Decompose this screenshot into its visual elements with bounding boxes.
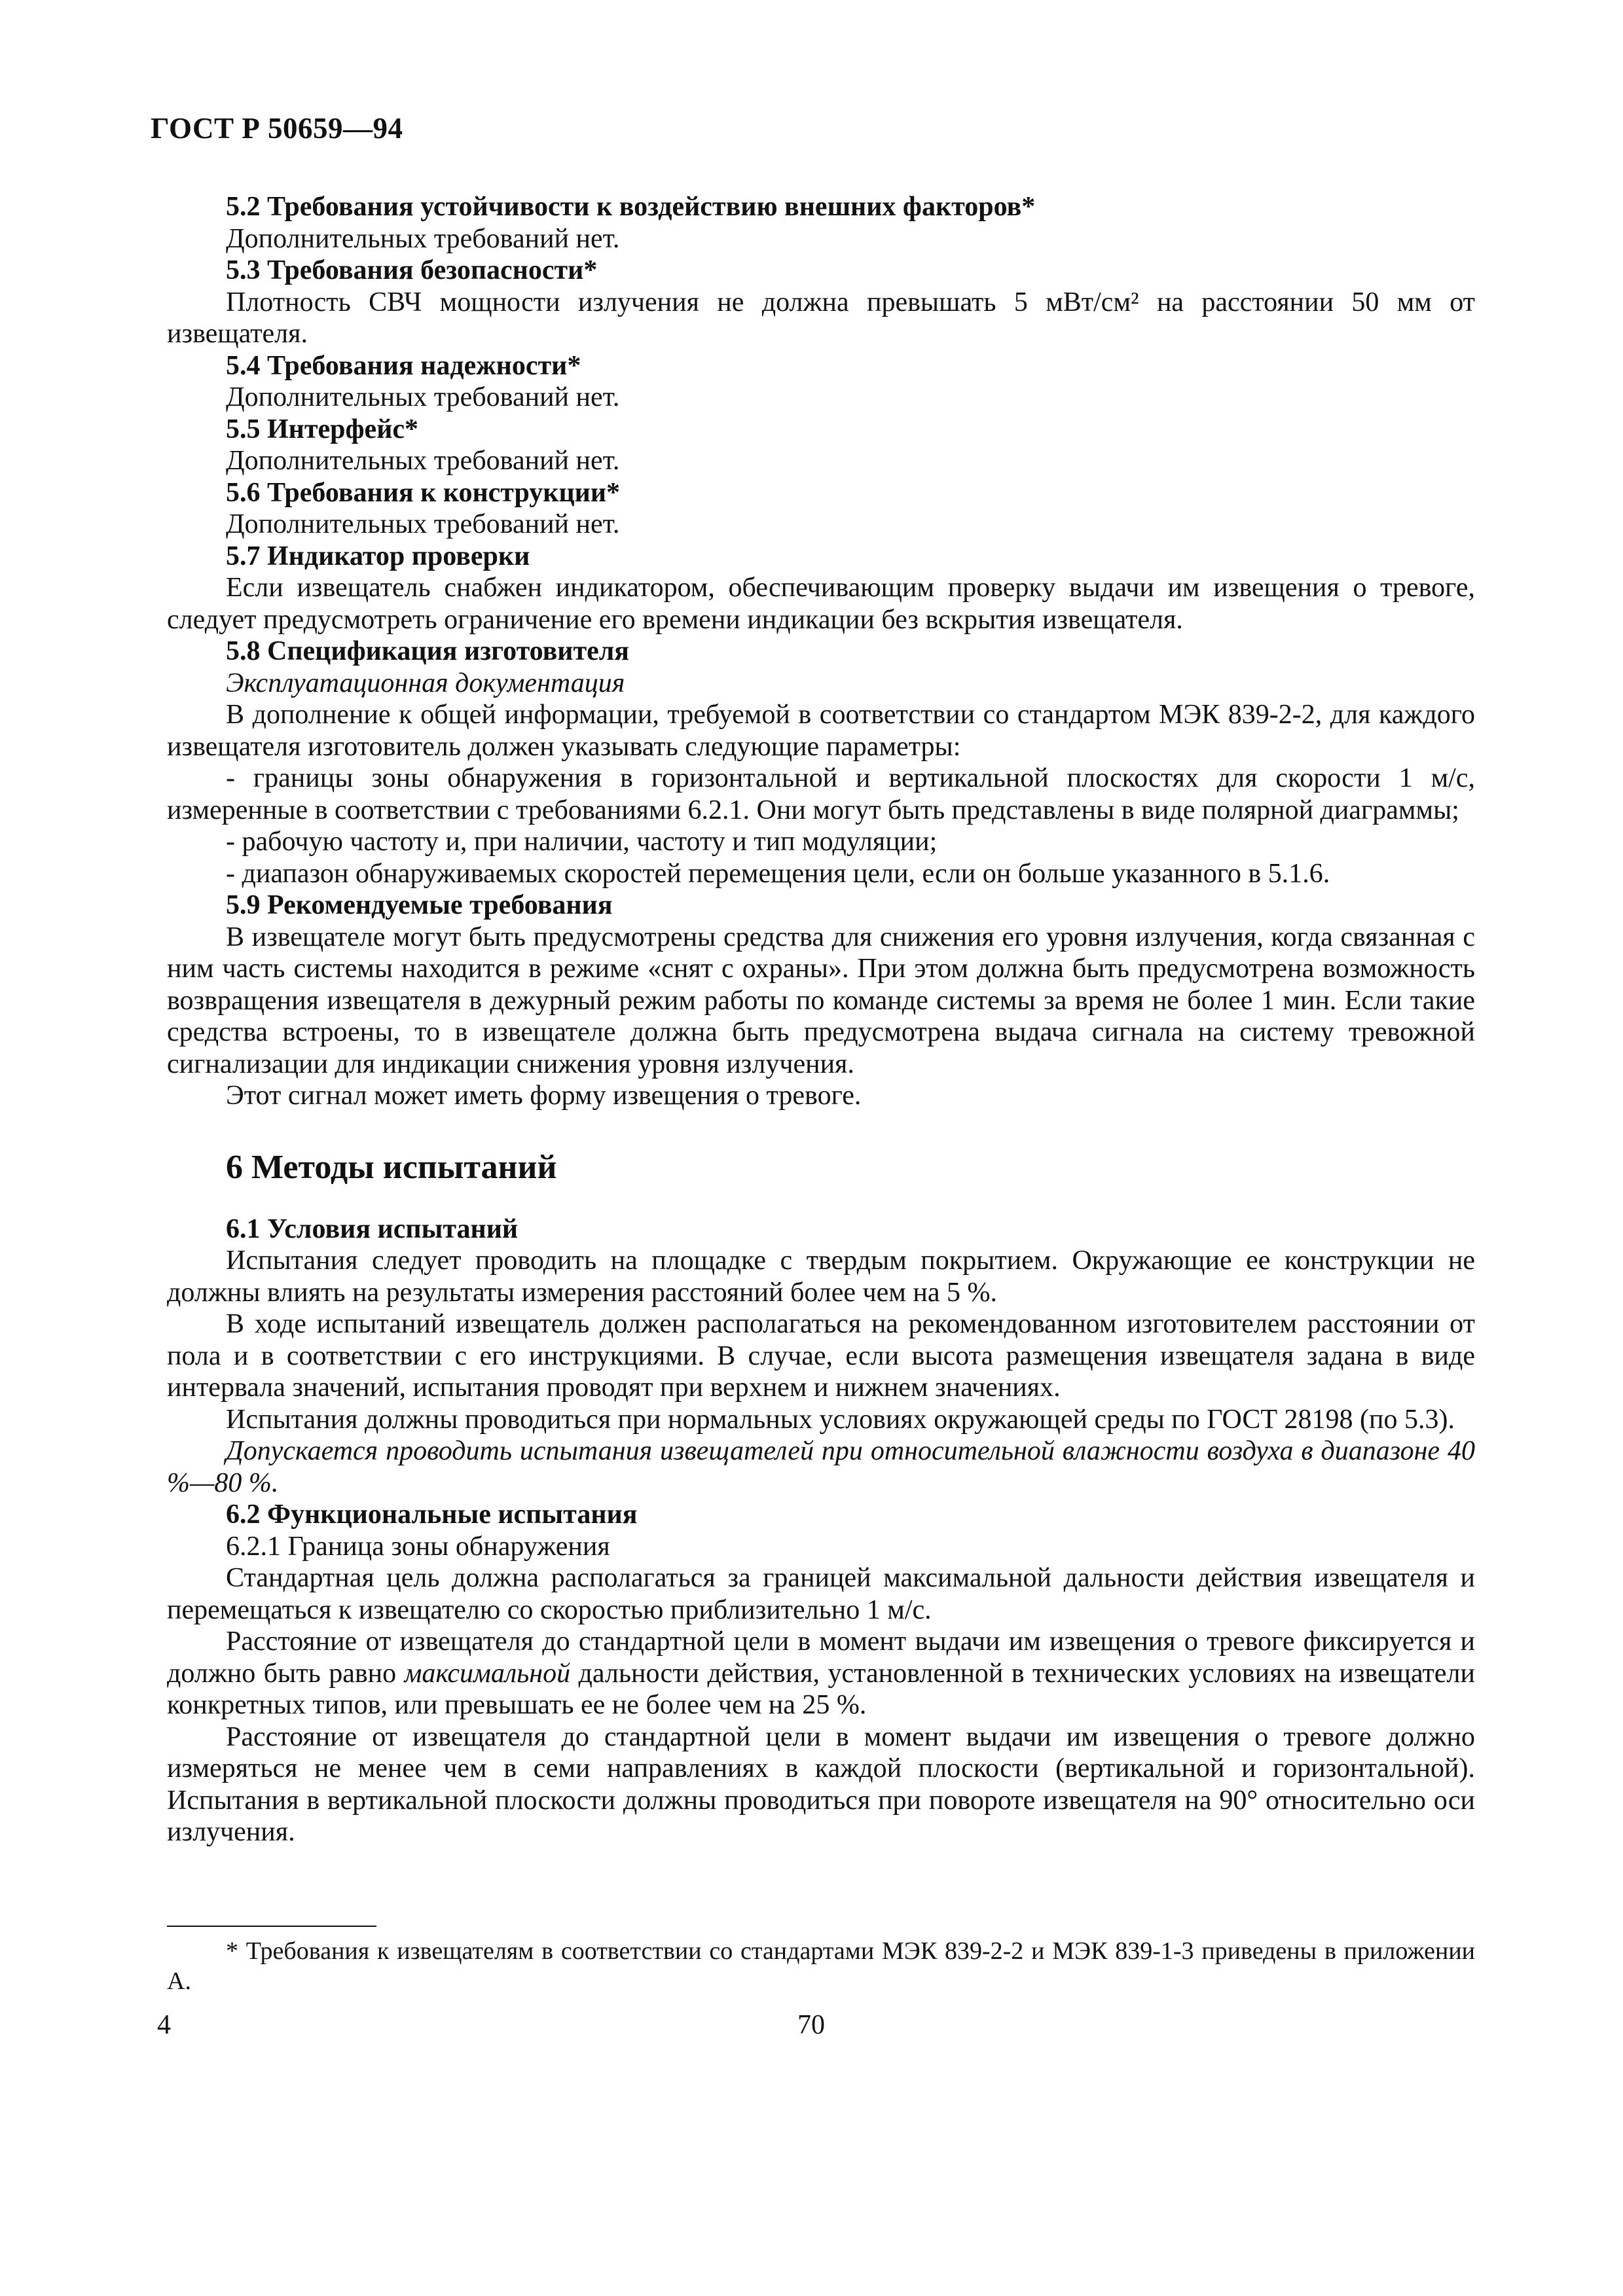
paragraph: Стандартная цель должна располагаться за границей максимальной дальности действия извещателя и перемещаться к извещателю со скоростью приблизительно 1 м/с. — [167, 1563, 1475, 1625]
paragraph: В ходе испытаний извещатель должен располагаться на рекомендованном изготовителем расстоянии от пола и в соответствии с его инструкциями. В случае, если высота размещения извещателя задана в виде интервала значений, испытания проводят при верхнем и нижнем значениях. — [167, 1309, 1475, 1403]
heading-6-2-1: 6.2.1 Граница зоны обнаружения — [226, 1531, 610, 1562]
heading-5-9: 5.9 Рекомендуемые требования — [226, 890, 613, 920]
heading-5-6: 5.6 Требования к конструкции* — [226, 477, 621, 508]
paragraph: Дополнительных требований нет. — [226, 509, 620, 539]
document-header: ГОСТ Р 50659—94 — [151, 112, 403, 145]
paragraph: Испытания следует проводить на площадке с твердым покрытием. Окружающие ее конструкции не должны влиять на результаты измерения расстояний более чем на 5 %. — [167, 1246, 1475, 1308]
footnote-divider — [167, 1926, 376, 1927]
paragraph: Если извещатель снабжен индикатором, обеспечивающим проверку выдачи им извещения о тревоге, следует предусмотреть ограничение его времени индикации без вскрытия извещателя. — [167, 573, 1475, 635]
paragraph: Плотность СВЧ мощности излучения не должна превышать 5 мВт/см² на расстоянии 50 мм от извещателя. — [167, 287, 1475, 349]
text-run-italic: максимальной — [404, 1658, 571, 1689]
heading-5-7: 5.7 Индикатор проверки — [226, 541, 530, 571]
list-item: - границы зоны обнаружения в горизонтальной и вертикальной плоскостях для скорости 1 м/с, измеренные в соответствии с требованиями 6.2.1. Они могут быть представлены в виде полярной диаграммы; — [167, 763, 1475, 825]
paragraph: Испытания должны проводиться при нормальных условиях окружающей среды по ГОСТ 28198 (по 5.3). — [226, 1404, 1455, 1435]
paragraph: Дополнительных требований нет. — [226, 382, 620, 412]
text-run: Расстояние от извещателя до стандартной цели в момент выдачи им извещения о тревоге фиксируется и должно быть равно — [167, 1626, 1475, 1689]
subheading-italic: Эксплуатационная документация — [226, 668, 625, 698]
list-item: - диапазон обнаруживаемых скоростей перемещения цели, если он больше указанного в 5.1.6. — [226, 858, 1330, 889]
section-title-6: 6 Методы испытаний — [226, 1148, 557, 1186]
paragraph: Этот сигнал может иметь форму извещения о тревоге. — [226, 1081, 862, 1111]
heading-5-8: 5.8 Спецификация изготовителя — [226, 636, 630, 666]
heading-6-1: 6.1 Условия испытаний — [226, 1213, 519, 1244]
paragraph — [167, 1626, 1475, 1721]
heading-6-2: 6.2 Функциональные испытания — [226, 1499, 638, 1530]
paragraph: Дополнительных требований нет. — [226, 223, 620, 254]
paragraph: Расстояние от извещателя до стандартной цели в момент выдачи им извещения о тревоге должно измеряться не менее чем в семи направлениях в каждой плоскости (вертикальной и горизонтальной). Испытания в вертикальной плоскости должны проводиться при повороте извещателя на 90° относительно оси излучения. — [167, 1721, 1475, 1847]
heading-5-2: 5.2 Требования устойчивости к воздействию внешних факторов* — [226, 192, 1036, 222]
heading-5-4: 5.4 Требования надежности* — [226, 350, 581, 381]
heading-5-5: 5.5 Интерфейс* — [226, 414, 419, 444]
heading-5-3: 5.3 Требования безопасности* — [226, 255, 598, 285]
page-number-center: 70 — [797, 2010, 825, 2040]
paragraph: В извещателе могут быть предусмотрены средства для снижения его уровня излучения, когда связанная с ним часть системы находится в режиме «снят с охраны». При этом должна быть предусмотрена возможность возвращения извещателя в дежурный режим работы по команде системы за время не более 1 мин. Если такие средства встроены, то в извещателе должна быть предусмотрена выдача сигнала на систему тревожной сигнализации для индикации снижения уровня излучения. — [167, 922, 1475, 1079]
page-number-left: 4 — [157, 2010, 171, 2040]
list-item: - рабочую частоту и, при наличии, частоту и тип модуляции; — [226, 827, 938, 857]
document-body — [167, 191, 1475, 1848]
paragraph-italic: Допускается проводить испытания извещателей при относительной влажности воздуха в диапазоне 40 %—80 %. — [167, 1436, 1475, 1498]
footnote: * Требования к извещателям в соответствии со стандартами МЭК 839-2-2 и МЭК 839-1-3 приведены в приложении А. — [167, 1937, 1475, 1995]
paragraph: В дополнение к общей информации, требуемой в соответствии со стандартом МЭК 839-2-2, для каждого извещателя изготовитель должен указывать следующие параметры: — [167, 700, 1475, 762]
text-run: дальности действия, установленной в технических условиях на извещатели конкретных типов, или превышать ее не более чем на 25 %. — [167, 1658, 1475, 1720]
paragraph: Дополнительных требований нет. — [226, 446, 620, 476]
